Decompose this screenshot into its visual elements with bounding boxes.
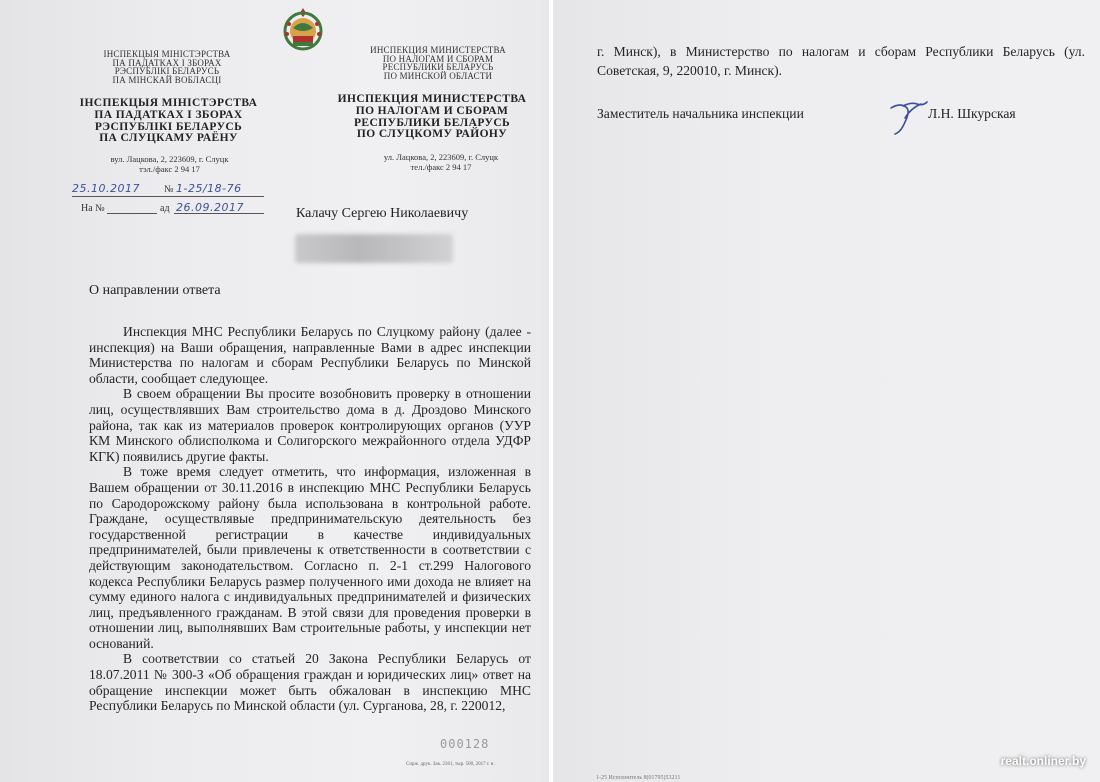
paragraph-4: В соответствии со статьей 20 Закона Республики Беларусь от 18.07.2011 № 300-З «Об обращения граждан и юридических лиц» ответ на обращение инспекции может быть обжалован в инспекцию МНС Республики Беларусь по Минской области (ул. Сурганова, 28, г. 220012,	[89, 651, 531, 714]
incoming-from-label: ад	[160, 203, 170, 214]
header-belarusian-district: ІНСПЕКЦЫЯ МІНІСТЭРСТВА ПА ПАДАТКАХ І ЗБОРАХ РЭСПУБЛІКІ БЕЛАРУСЬ ПА СЛУЦКАМУ РАЁНУ	[79, 97, 258, 145]
print-footnote: Спрж. друк. Зак. 2361, тыр. 500, 2017 г. н.	[406, 762, 495, 767]
header-russian-region: ИНСПЕКЦИЯ МИНИСТЕРСТВА ПО НАЛОГАМ И СБОРАМ РЕСПУБЛИКИ БЕЛАРУСЬ ПО МИНСКОЙ ОБЛАСТИ	[370, 45, 506, 81]
incoming-date-handwritten: 26.09.2017	[176, 201, 244, 214]
outgoing-number-handwritten: 1-25/18-76	[176, 182, 242, 195]
header-belarusian-address: вул. Лацкова, 2, 223609, г. Слуцк тэл./факс 2 94 17	[110, 154, 229, 174]
header-russian-address: ул. Лацкова, 2, 223609, г. Слуцк тел./факс 2 94 17	[383, 152, 499, 172]
letter-page-2	[553, 0, 1100, 782]
executor-note: 1-25 Исполнитель 8(01795)53211	[596, 775, 681, 781]
signer-name: Л.Н. Шкурская	[928, 106, 1016, 121]
letter-subject: О направлении ответа	[89, 283, 221, 298]
incoming-number-blank	[107, 213, 157, 214]
state-emblem-icon	[281, 6, 325, 52]
serial-stamp: 000128	[440, 737, 490, 751]
outgoing-underline	[72, 196, 264, 197]
header-belarusian-region: ІНСПЕКЦЫЯ МІНІСТЭРСТВА ПА ПАДАТКАХ І ЗБОРАХ РЭСПУБЛІКІ БЕЛАРУСЬ ПА МІНСКАЙ ВОБЛАСЦІ	[103, 49, 231, 85]
paragraph-3: В тоже время следует отметить, что информация, изложенная в Вашем обращении от 30.11.2016 в инспекцию МНС Республики Беларусь по Сародорожскому району была использована в контрольной работе. Граждане, осуществлявые предпринимательскую деятельность без государственной регистрации в качестве индивидуальных предпринимателей, были привлечены к ответственности в соответствии с действующим законодательством. Согласно п. 2-1 ст.299 Налогового кодекса Республики Беларусь размер полученного ими дохода не влияет на сумму единого налога с индивидуальных предпринимателей и физических лиц, предъявленного гражданам. В этой связи для проведения проверки в отношении лиц, выполнявших Вам строительные работы, у инспекции нет оснований.	[89, 464, 531, 651]
signer-title: Заместитель начальника инспекции	[597, 106, 804, 121]
incoming-date-underline	[174, 213, 264, 214]
header-russian-district: ИНСПЕКЦИЯ МИНИСТЕРСТВА ПО НАЛОГАМ И СБОРАМ РЕСПУБЛИКИ БЕЛАРУСЬ ПО СЛУЦКОМУ РАЙОНУ	[337, 93, 527, 141]
recipient-name: Калачу Сергею Николаевичу	[296, 206, 469, 221]
continuation-text: г. Минск), в Министерство по налогам и сборам Республики Беларусь (ул. Советская, 9, 220010, г. Минск).	[597, 44, 1085, 78]
letter-page-1	[0, 0, 549, 782]
source-watermark: realt.onliner.by	[1000, 754, 1086, 768]
outgoing-date-handwritten: 25.10.2017	[72, 182, 140, 195]
letter-body	[89, 324, 531, 714]
paragraph-2: В своем обращении Вы просите возобновить проверку в отношении лиц, осуществлявших Вам строительство дома в д. Дроздово Минского района, так как из материалов проверок контролирующих органов (УУР КМ Минского облисполкома и Солигорского межрайонного отдела УДФР КГК) появились другие факты.	[89, 386, 531, 464]
redacted-address	[295, 234, 453, 263]
paragraph-1: Инспекция МНС Республики Беларусь по Слуцкому району (далее - инспекция) на Ваши обращения, направленные Вами в адрес инспекции Министерства по налогам и сборам Республики Беларусь по Минской области, сообщает следующее.	[89, 324, 531, 386]
signature-icon	[887, 96, 931, 136]
outgoing-number-label: №	[164, 184, 174, 195]
incoming-number-label: На №	[81, 203, 105, 214]
